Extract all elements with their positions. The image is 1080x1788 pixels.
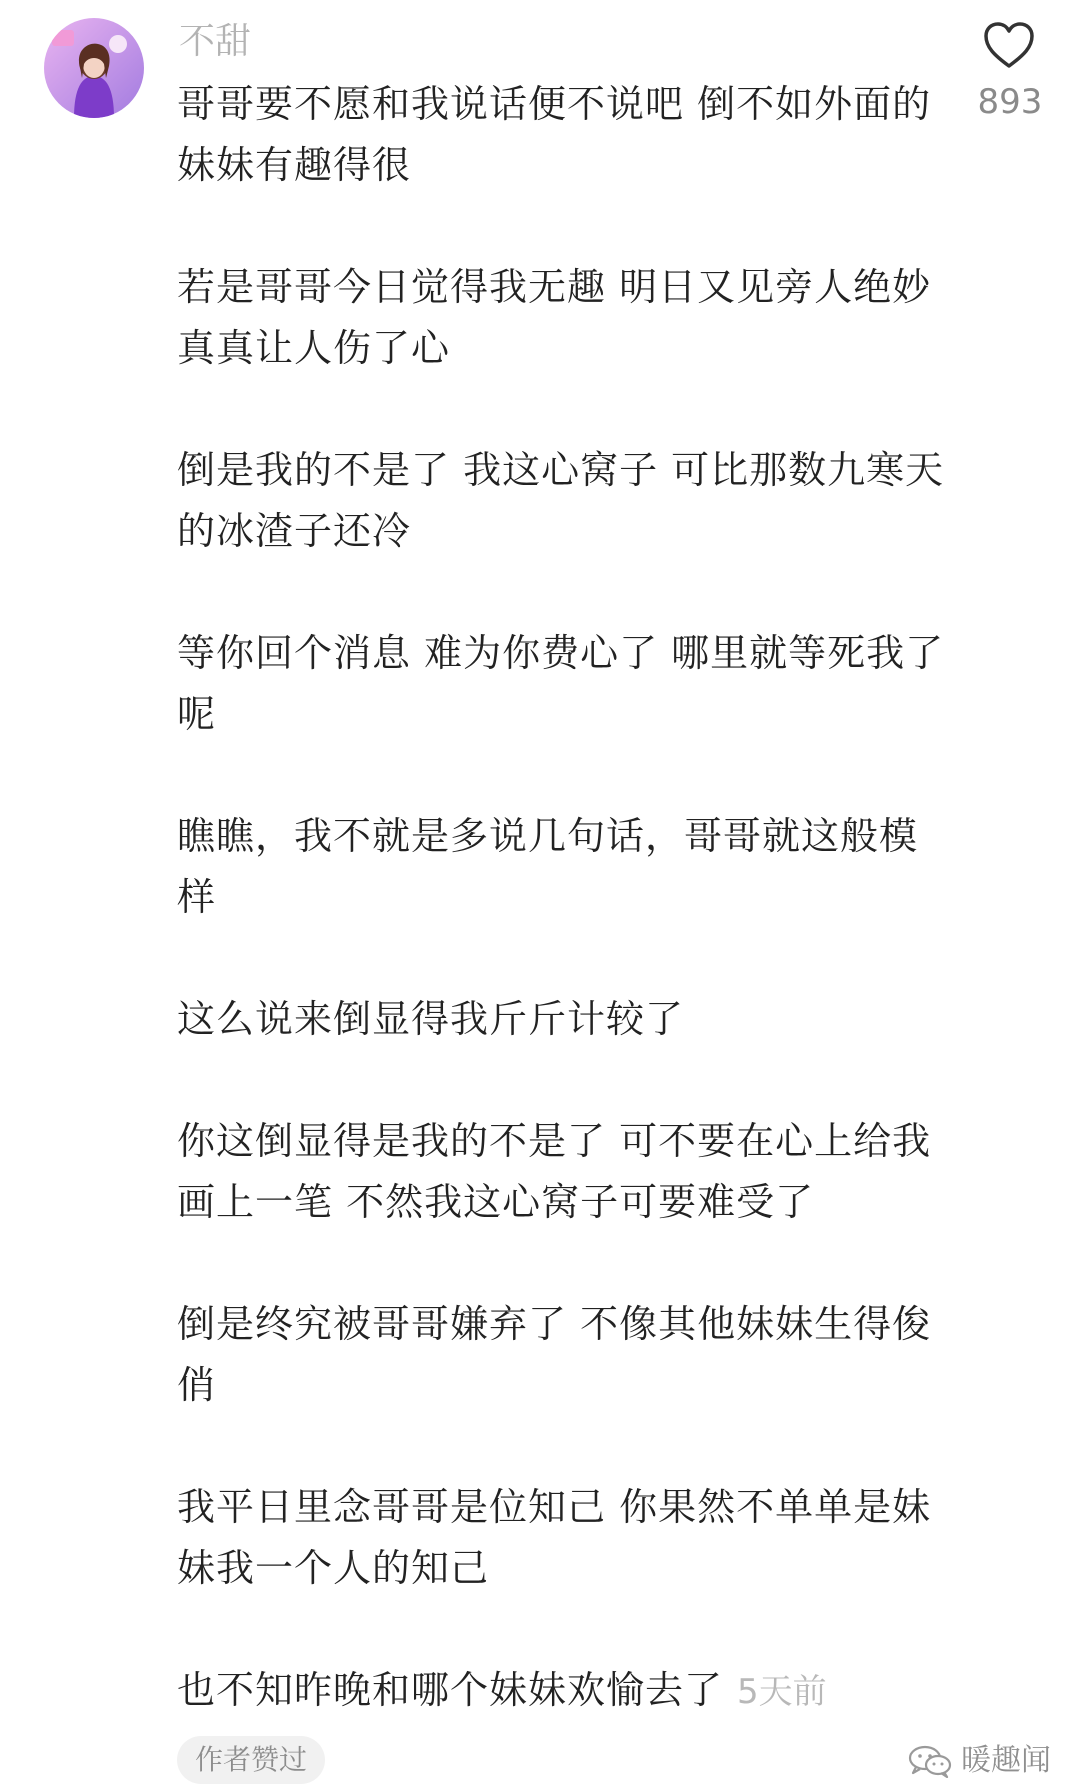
comment-paragraph: 你这倒显得是我的不是了 可不要在心上给我画上一笔 不然我这心窝子可要难受了 [177,1119,932,1224]
watermark [907,1741,1051,1781]
like-count: 893 [977,82,1043,122]
comment-paragraph: 若是哥哥今日觉得我无趣 明日又见旁人绝妙 真真让人伤了心 [177,265,932,370]
comment-body [177,74,947,1721]
comment-paragraph: 瞧瞧，我不就是多说几句话，哥哥就这般模样 [177,814,919,919]
timestamp: 5天前 [737,1672,827,1712]
comment-paragraph: 倒是我的不是了 我这心窝子 可比那数九寒天的冰渣子还冷 [177,448,945,553]
watermark-text: 暖趣闻 [961,1743,1051,1778]
heart-outline-icon[interactable] [982,20,1036,70]
comment-last-line [177,1660,947,1721]
avatar[interactable] [44,18,144,118]
comment-paragraph: 哥哥要不愿和我说话便不说吧 倒不如外面的妹妹有趣得很 [177,82,932,187]
wechat-icon [907,1744,953,1778]
comment-paragraph: 倒是终究被哥哥嫌弃了 不像其他妹妹生得俊俏 [177,1302,932,1407]
author-liked-badge [177,1736,325,1784]
comment-paragraph: 也不知昨晚和哪个妹妹欢愉去了 [177,1668,724,1712]
comment-paragraph: 这么说来倒显得我斤斤计较了 [177,997,685,1041]
comment-paragraph: 我平日里念哥哥是位知己 你果然不单单是妹妹我一个人的知己 [177,1485,932,1590]
username[interactable]: 不甜 [179,21,252,62]
author-liked-label: 作者赞过 [195,1743,308,1776]
avatar-image [44,18,144,118]
comment-paragraph: 等你回个消息 难为你费心了 哪里就等死我了呢 [177,631,945,736]
